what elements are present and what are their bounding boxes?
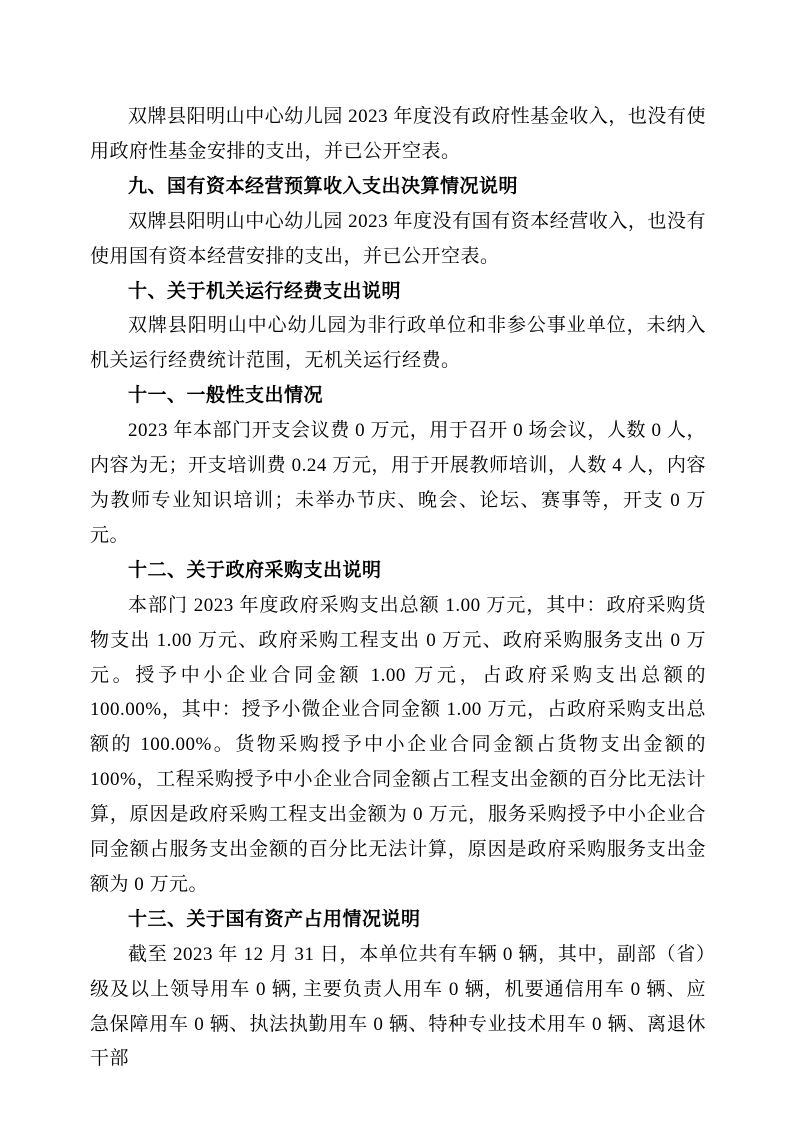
section-heading-13: 十三、关于国有资产占用情况说明 bbox=[128, 908, 421, 930]
paragraph-state-capital: 双牌县阳明山中心幼儿园 2023 年度没有国有资本经营收入，也没有使用国有资本经营安排的支出，并已公开空表。 bbox=[90, 210, 706, 267]
paragraph-operating-expense: 双牌县阳明山中心幼儿园为非行政单位和非参公事业单位，未纳入机关运行经费统计范围，无机关运行经费。 bbox=[90, 315, 706, 372]
paragraph-gov-procurement: 本部门 2023 年度政府采购支出总额 1.00 万元，其中：政府采购货物支出 1.00 万元、政府采购工程支出 0 万元、政府采购服务支出 0 万元。授予中小企业合同金额 1.00 万元，占政府采购支出总额的 100.00%，其中：授予小微企业合同金额 1.00 万元，占政府采购支出总额的 100.00%。货物采购授予中小企业合同金额占货物支出金额的 100%，工程采购授予中小企业合同金额占工程支出金额的百分比无法计算，原因是政府采购工程支出金额为 0 万元，服务采购授予中小企业合同金额占服务支出金额的百分比无法计算，原因是政府采购服务支出金额为 0 万元。 bbox=[90, 594, 706, 895]
section-heading-10: 十、关于机关运行经费支出说明 bbox=[128, 280, 402, 302]
paragraph-state-assets: 截至 2023 年 12 月 31 日，本单位共有车辆 0 辆，其中，副部（省）级及以上领导用车 0 辆, 主要负责人用车 0 辆，机要通信用车 0 辆、应急保障用车 0 辆、执法执勤用车 0 辆、特种专业技术用车 0 辆、离退休干部 bbox=[90, 943, 706, 1070]
section-heading-12: 十二、关于政府采购支出说明 bbox=[128, 559, 382, 581]
section-heading-11: 十一、一般性支出情况 bbox=[128, 385, 324, 407]
section-heading-9: 九、国有资本经营预算收入支出决算情况说明 bbox=[128, 175, 519, 197]
paragraph-general-expense: 2023 年本部门开支会议费 0 万元，用于召开 0 场会议，人数 0 人，内容为无；开支培训费 0.24 万元，用于开展教师培训，人数 4 人，内容为教师专业知识培训；未举办节庆、晚会、论坛、赛事等，开支 0 万元。 bbox=[90, 420, 706, 546]
paragraph-gov-fund: 双牌县阳明山中心幼儿园 2023 年度没有政府性基金收入，也没有使用政府性基金安排的支出，并已公开空表。 bbox=[90, 106, 706, 162]
document-body bbox=[90, 100, 706, 1077]
